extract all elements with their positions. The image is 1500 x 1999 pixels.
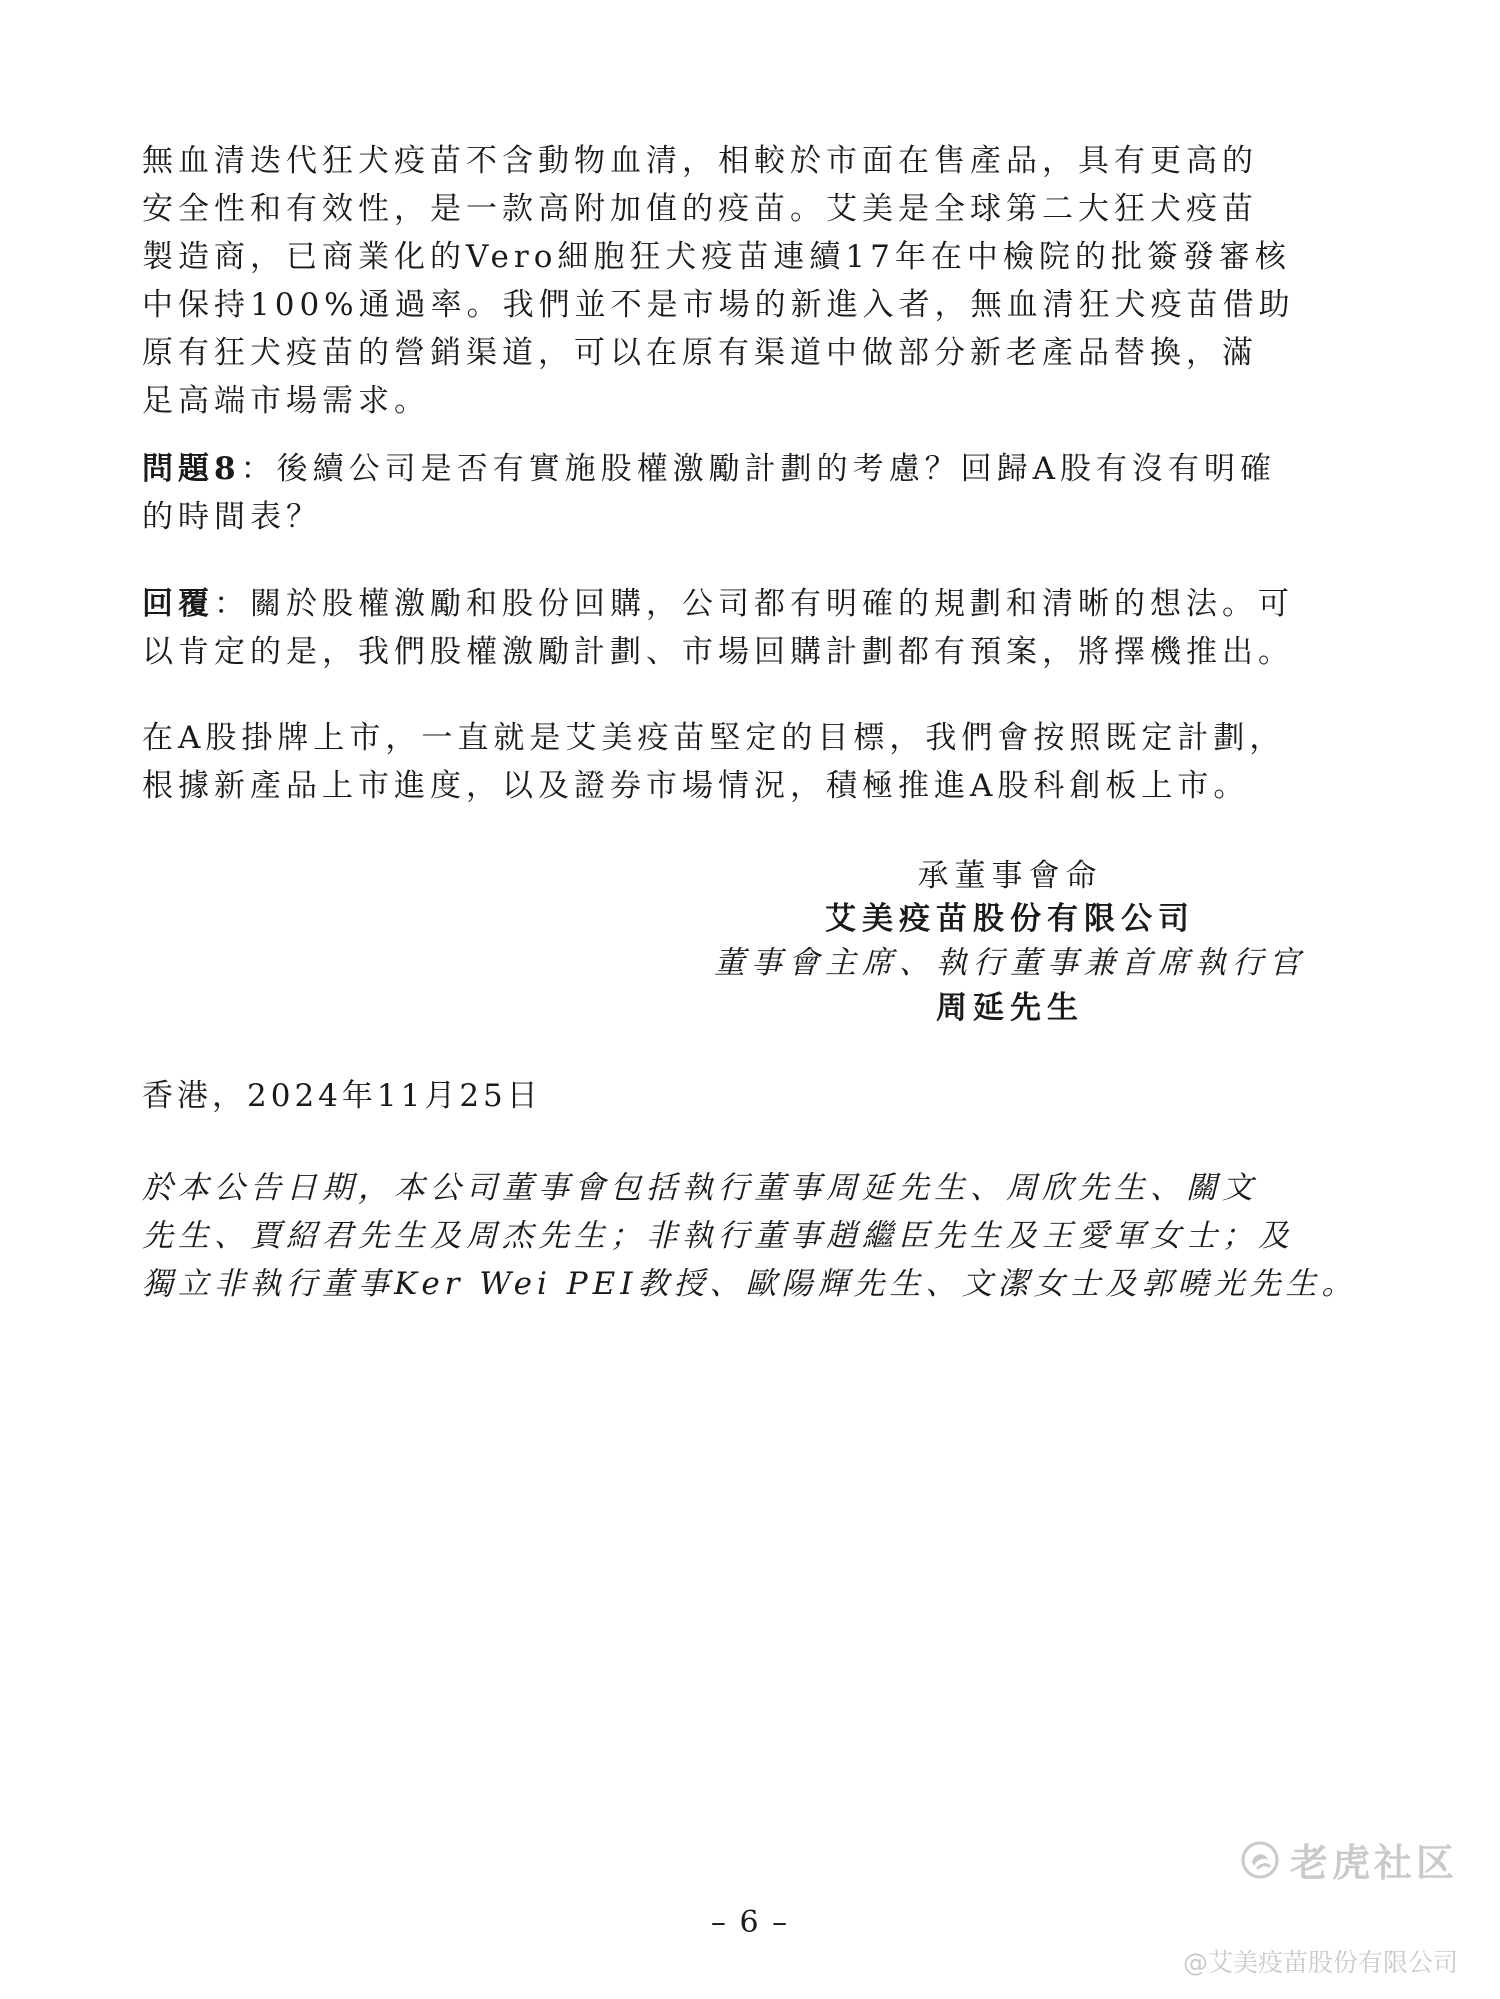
paragraph-serum-free-rabies-vaccine <box>142 137 1342 425</box>
reply-line <box>142 580 1342 628</box>
question-text: ：後續公司是否有實施股權激勵計劃的考慮？回歸A股有沒有明確 <box>240 451 1276 487</box>
signature-by-order: 承董事會命 <box>917 858 1103 894</box>
watermark-text: 老虎社区 <box>1289 1841 1458 1885</box>
question-8 <box>142 445 1342 541</box>
signature-company: 艾美疫苗股份有限公司 <box>825 901 1195 937</box>
reply-label: 回覆 <box>142 586 214 622</box>
question-line: 的時間表？ <box>142 499 322 535</box>
reply-line: 以肯定的是，我們股權激勵計劃、市場回購計劃都有預案，將擇機推出。 <box>142 634 1294 670</box>
paragraph-line: 根據新產品上市進度，以及證券市場情況，積極推進A股科創板上市。 <box>142 768 1250 804</box>
paragraph-line: 中保持100%通過率。我們並不是市場的新進入者，無血清狂犬疫苗借助 <box>142 287 1295 323</box>
watermark-handle: @艾美疫苗股份有限公司 <box>1182 1948 1458 1977</box>
statement-line: 先生、賈紹君先生及周杰先生；非執行董事趙繼臣先生及王愛軍女士；及 <box>142 1218 1294 1254</box>
paragraph-line: 無血清迭代狂犬疫苗不含動物血清，相較於市面在售產品，具有更高的 <box>142 143 1258 179</box>
tiger-community-logo-icon <box>1240 1840 1280 1880</box>
announcement-date: 香港，2024年11月25日 <box>142 1078 542 1114</box>
paragraph-line: 製造商，已商業化的Vero細胞狂犬疫苗連續17年在中檢院的批簽發審核 <box>142 239 1291 275</box>
signature-title: 董事會主席、執行董事兼首席執行官 <box>714 945 1306 981</box>
page-number: – 6 – <box>710 1905 790 1940</box>
paragraph-line: 足高端市場需求。 <box>142 383 430 419</box>
paragraph-line: 在A股掛牌上市，一直就是艾美疫苗堅定的目標，我們會按照既定計劃， <box>142 720 1286 756</box>
statement-line: 獨立非執行董事Ker Wei PEI教授、歐陽輝先生、文潔女士及郭曉光先生。 <box>142 1266 1358 1302</box>
watermark <box>1240 1832 1458 1887</box>
board-composition-statement <box>142 1164 1358 1308</box>
paragraph-line: 安全性和有效性，是一款高附加值的疫苗。艾美是全球第二大狂犬疫苗 <box>142 191 1258 227</box>
statement-line: 於本公告日期，本公司董事會包括執行董事周延先生、周欣先生、關文 <box>142 1170 1258 1206</box>
question-label: 問題8 <box>142 451 241 487</box>
paragraph-line: 原有狂犬疫苗的營銷渠道，可以在原有渠道中做部分新老產品替換，滿 <box>142 335 1258 371</box>
signature-name: 周延先生 <box>936 990 1084 1026</box>
reply-paragraph <box>142 580 1342 676</box>
question-line <box>142 445 1342 493</box>
paragraph-a-share-listing <box>142 714 1342 810</box>
reply-text: ：關於股權激勵和股份回購，公司都有明確的規劃和清晰的想法。可 <box>214 586 1294 622</box>
